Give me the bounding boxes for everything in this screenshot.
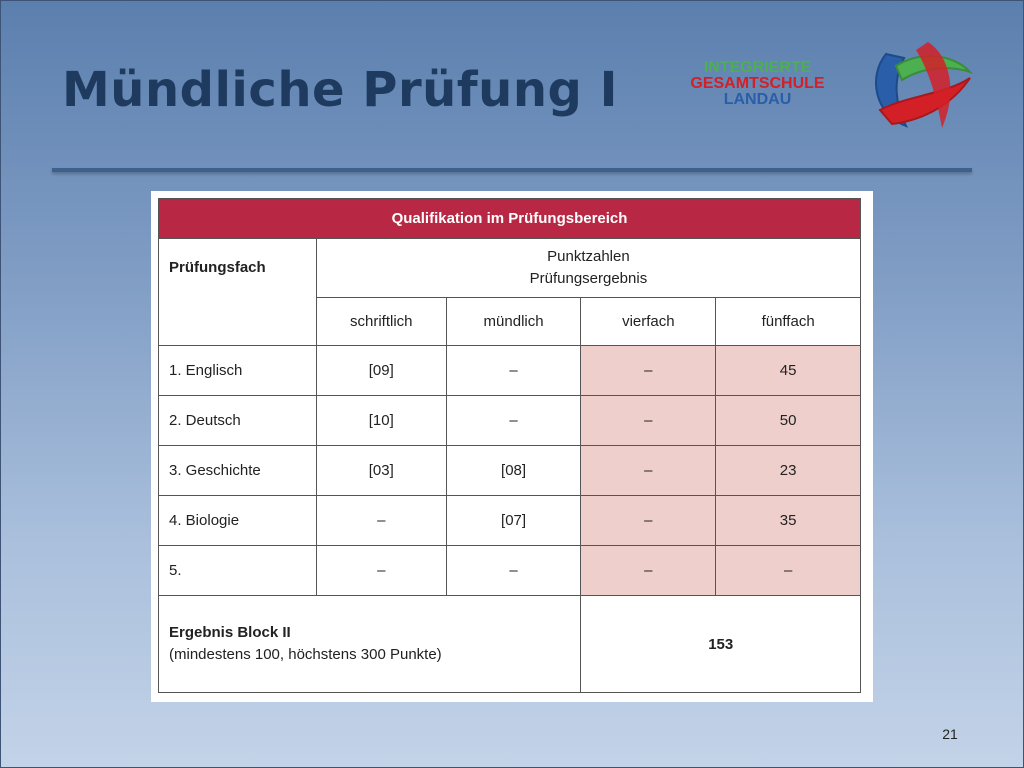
table-title: Qualifikation im Prüfungsbereich <box>159 199 861 239</box>
total-row <box>159 596 861 693</box>
qualification-table-panel <box>151 191 873 702</box>
table-row <box>159 396 861 446</box>
cell-vierfach: – <box>581 396 716 446</box>
cell-fuenffach: 45 <box>716 346 861 396</box>
cell-fach: 5. <box>159 546 317 596</box>
cell-vierfach: – <box>581 346 716 396</box>
logo-line-gesamtschule: GESAMTSCHULE <box>690 75 825 92</box>
col-group-header <box>316 239 860 298</box>
total-note: (mindestens 100, höchstens 300 Punkte) <box>169 646 442 663</box>
total-label: Ergebnis Block II <box>169 624 291 641</box>
slide-title: Mündliche Prüfung I <box>62 62 618 118</box>
cell-fach: 4. Biologie <box>159 496 317 546</box>
cell-fuenffach: 35 <box>716 496 861 546</box>
cell-fuenffach: 23 <box>716 446 861 496</box>
cell-vierfach: – <box>581 546 716 596</box>
cell-muendlich: – <box>446 546 581 596</box>
total-label-cell <box>159 596 581 693</box>
col-header-vierfach: vierfach <box>581 298 716 346</box>
table-row <box>159 496 861 546</box>
cell-vierfach: – <box>581 446 716 496</box>
logo-line-landau: LANDAU <box>723 91 792 108</box>
cell-schriftlich: [03] <box>316 446 446 496</box>
school-logo-text <box>670 60 845 108</box>
title-divider <box>52 168 972 172</box>
group-header-punktzahlen: Punktzahlen <box>547 248 630 265</box>
cell-schriftlich: – <box>316 496 446 546</box>
col-header-fuenffach: fünffach <box>716 298 861 346</box>
cell-vierfach: – <box>581 496 716 546</box>
col-header-pruefungsfach: Prüfungsfach <box>159 239 317 346</box>
cell-muendlich: – <box>446 346 581 396</box>
cell-schriftlich: [10] <box>316 396 446 446</box>
page-number: 21 <box>942 726 958 742</box>
cell-schriftlich: [09] <box>316 346 446 396</box>
logo-line-integrierte: INTEGRIERTE <box>703 59 812 76</box>
cell-fach: 1. Englisch <box>159 346 317 396</box>
cell-fach: 2. Deutsch <box>159 396 317 446</box>
col-header-schriftlich: schriftlich <box>316 298 446 346</box>
group-header-pruefungsergebnis: Prüfungsergebnis <box>529 270 648 287</box>
cell-fach: 3. Geschichte <box>159 446 317 496</box>
cell-fuenffach: 50 <box>716 396 861 446</box>
col-header-muendlich: mündlich <box>446 298 581 346</box>
cell-schriftlich: – <box>316 546 446 596</box>
total-value: 153 <box>581 596 861 693</box>
cell-muendlich: [08] <box>446 446 581 496</box>
cell-muendlich: [07] <box>446 496 581 546</box>
cell-fuenffach: – <box>716 546 861 596</box>
cell-muendlich: – <box>446 396 581 446</box>
table-row <box>159 446 861 496</box>
table-row <box>159 546 861 596</box>
school-logo-icon <box>866 36 974 136</box>
qualification-table <box>158 198 861 693</box>
table-row <box>159 346 861 396</box>
